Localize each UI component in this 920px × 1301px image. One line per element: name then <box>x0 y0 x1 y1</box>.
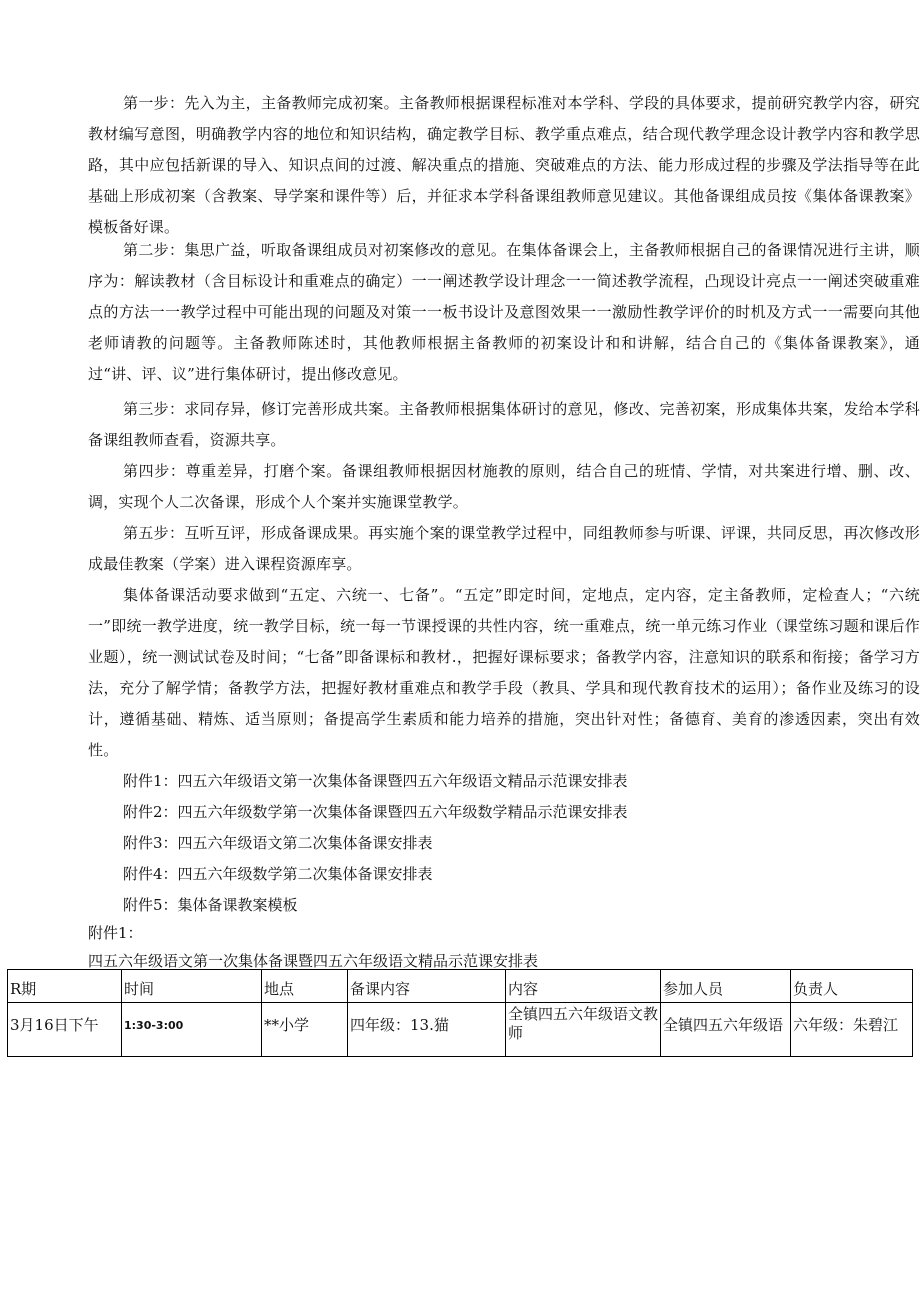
table-header-row <box>8 970 913 1003</box>
table-title: 四五六年级语文第一次集体备课暨四五六年级语文精品示范课安排表 <box>88 952 539 970</box>
header-time: 时间 <box>122 970 262 1003</box>
header-location: 地点 <box>262 970 348 1003</box>
attachment-heading: 附件1： <box>88 924 143 942</box>
attachment-item-1: 附件1：四五六年级语文第一次集体备课暨四五六年级语文精品示范课安排表 <box>123 772 628 790</box>
cell-date: 3月16日下午 <box>8 1003 122 1057</box>
attachment-item-2: 附件2：四五六年级数学第一次集体备课暨四五六年级数学精品示范课安排表 <box>123 803 628 821</box>
attachment-item-5: 附件5：集体备课教案模板 <box>123 896 298 914</box>
table-row <box>8 1003 913 1057</box>
header-participants: 参加人员 <box>661 970 791 1003</box>
cell-person-in-charge: 六年级：朱碧江 <box>791 1003 913 1057</box>
cell-prep-content: 四年级：13.猫 <box>348 1003 506 1057</box>
header-date: R期 <box>8 970 122 1003</box>
attachment-item-3: 附件3：四五六年级语文第二次集体备课安排表 <box>123 834 433 852</box>
paragraph-step4: 第四步：尊重差异，打磨个案。备课组教师根据因材施教的原则，结合自己的班情、学情，对共案进行增、删、改、调，实现个人二次备课，形成个人个案并实施课堂教学。 <box>88 462 920 511</box>
cell-participants: 全镇四五六年级语 <box>661 1003 791 1057</box>
cell-content: 全镇四五六年级语文教师 <box>506 1003 661 1057</box>
paragraph-requirements: 集体备课活动要求做到“五定、六统一、七备”。“五定”即定时间，定地点，定内容，定主备教师，定检查人；“六统一”即统一教学进度，统一教学目标，统一每一节课授课的共性内容，统一重难点，统一单元练习作业（课堂练习题和课后作业题），统一测试试卷及时间；“七备”即备课标和教材.，把握好课标要求；备教学内容，注意知识的联系和衔接；备学习方法，充分了解学情；备教学方法，把握好教材重难点和教学手段（教具、学具和现代教育技术的运用）；备作业及练习的设计，遵循基础、精炼、适当原则；备提高学生素质和能力培养的措施，突出针对性；备德育、美育的渗透因素，突出有效性。 <box>88 586 920 759</box>
paragraph-step5: 第五步：互听互评，形成备课成果。再实施个案的课堂教学过程中，同组教师参与听课、评课，共同反思，再次修改形成最佳教案（学案）进入课程资源库享。 <box>88 524 920 573</box>
attachment-item-4: 附件4：四五六年级数学第二次集体备课安排表 <box>123 865 433 883</box>
cell-location: **小学 <box>262 1003 348 1057</box>
header-prep-content: 备课内容 <box>348 970 506 1003</box>
header-content: 内容 <box>506 970 661 1003</box>
header-person-in-charge: 负责人 <box>791 970 913 1003</box>
schedule-table <box>7 969 913 1057</box>
paragraph-step2: 第二步：集思广益，听取备课组成员对初案修改的意见。在集体备课会上，主备教师根据自己的备课情况进行主讲，顺序为：解读教材（含目标设计和重难点的确定）一一阐述教学设计理念一一简述教学流程，凸现设计亮点一一阐述突破重难点的方法一一教学过程中可能出现的问题及对策一一板书设计及意图效果一一激励性教学评价的时机及方式一一需要向其他老师请教的问题等。主备教师陈述时，其他教师根据主备教师的初案设计和和讲解，结合自己的《集体备课教案》，通过“讲、评、议”进行集体研讨，提出修改意见。 <box>88 241 920 383</box>
paragraph-step3: 第三步：求同存异，修订完善形成共案。主备教师根据集体研讨的意见，修改、完善初案，形成集体共案，发给本学科备课组教师查看，资源共享。 <box>88 400 920 449</box>
paragraph-step1: 第一步：先入为主，主备教师完成初案。主备教师根据课程标准对本学科、学段的具体要求，提前研究教学内容，研究教材编写意图，明确教学内容的地位和知识结构，确定教学目标、教学重点难点，结合现代教学理念设计教学内容和教学思路，其中应包括新课的导入、知识点间的过渡、解决重点的措施、突破难点的方法、能力形成过程的步骤及学法指导等在此基础上形成初案（含教案、导学案和课件等）后，并征求本学科备课组教师意见建议。其他备课组成员按《集体备课教案》模板备好课。 <box>88 94 920 236</box>
cell-time: 1:30-3:00 <box>122 1003 262 1057</box>
